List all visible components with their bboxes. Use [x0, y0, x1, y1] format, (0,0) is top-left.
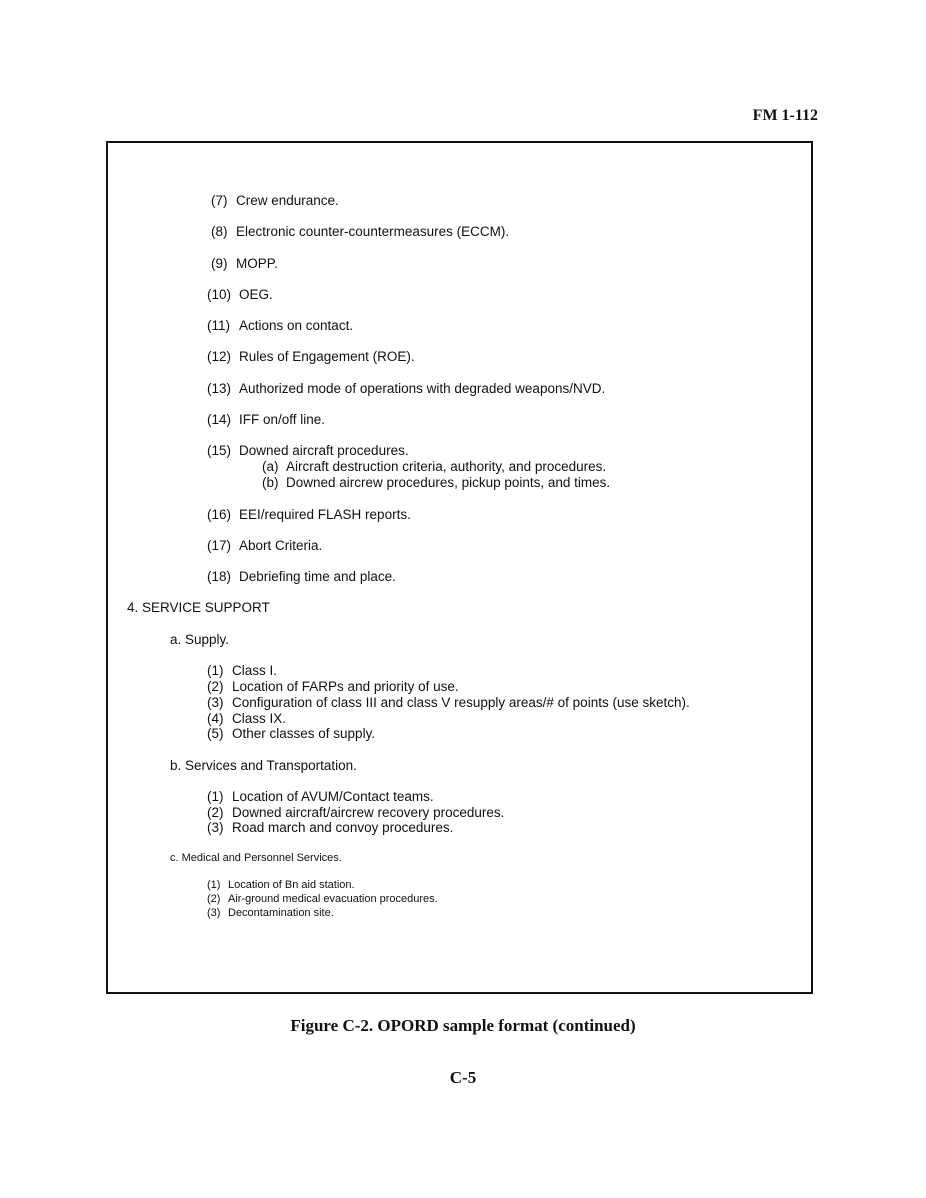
- subsection-heading-services: b. Services and Transportation.: [170, 758, 357, 773]
- item-number: (13): [207, 381, 232, 396]
- item-text: Debriefing time and place.: [239, 569, 396, 584]
- item-number: (2): [207, 893, 221, 905]
- item-text: IFF on/off line.: [239, 412, 326, 427]
- item-text: Decontamination site.: [228, 907, 334, 919]
- item-text: Downed aircraft procedures.: [239, 443, 409, 458]
- list-item: [207, 711, 286, 727]
- page-number: C-5: [449, 1068, 477, 1087]
- item-text: Abort Criteria.: [239, 538, 323, 553]
- list-item: [207, 443, 409, 459]
- item-number: (3): [207, 820, 224, 835]
- item-text: Aircraft destruction criteria, authority, and procedures.: [286, 459, 607, 474]
- list-item: [207, 820, 453, 836]
- item-number: (3): [207, 907, 221, 919]
- item-text: Crew endurance.: [236, 193, 339, 208]
- list-item: [207, 381, 605, 397]
- item-number: (2): [207, 679, 224, 694]
- item-number: (12): [207, 349, 232, 364]
- list-item: [207, 663, 277, 679]
- item-number: (9): [211, 256, 228, 271]
- item-text: MOPP.: [236, 256, 278, 271]
- item-text: Class I.: [232, 663, 278, 678]
- subsection-heading-medical: c. Medical and Personnel Services.: [170, 852, 342, 864]
- item-letter: (a): [262, 459, 279, 474]
- list-item: [207, 695, 690, 711]
- list-item: [207, 507, 411, 523]
- item-number: (4): [207, 711, 224, 726]
- item-text: Other classes of supply.: [232, 726, 376, 741]
- list-item: [207, 569, 396, 585]
- figure-caption: Figure C-2. OPORD sample format (continued): [290, 1016, 636, 1035]
- item-number: (5): [207, 726, 224, 741]
- list-item: [207, 906, 334, 920]
- item-number: (8): [211, 224, 228, 239]
- item-text: Location of FARPs and priority of use.: [232, 679, 459, 694]
- item-number: (1): [207, 663, 224, 678]
- item-number: (17): [207, 538, 232, 553]
- item-number: (7): [211, 193, 228, 208]
- item-letter: (b): [262, 475, 279, 490]
- list-item: [207, 892, 438, 906]
- item-number: (16): [207, 507, 232, 522]
- list-item: [207, 412, 325, 428]
- list-item: [207, 538, 322, 554]
- list-item: [207, 318, 353, 334]
- list-item: [211, 193, 339, 209]
- item-number: (11): [207, 318, 231, 333]
- item-text: EEI/required FLASH reports.: [239, 507, 411, 522]
- item-text: Electronic counter-countermeasures (ECCM).: [236, 224, 510, 239]
- list-item: [207, 287, 273, 303]
- document-id: FM 1-112: [752, 107, 818, 124]
- list-item: [207, 349, 415, 365]
- item-text: Downed aircraft/aircrew recovery procedures.: [232, 805, 505, 820]
- sub-list-item: [262, 475, 610, 491]
- list-item: [207, 805, 504, 821]
- list-item: [211, 256, 278, 272]
- item-number: (1): [207, 879, 221, 891]
- item-text: Class IX.: [232, 711, 287, 726]
- item-text: Location of Bn aid station.: [228, 879, 355, 891]
- item-text: OEG.: [239, 287, 273, 302]
- item-text: Rules of Engagement (ROE).: [239, 349, 415, 364]
- item-number: (10): [207, 287, 232, 302]
- item-number: (2): [207, 805, 224, 820]
- subsection-heading-supply: a. Supply.: [170, 632, 230, 647]
- list-item: [207, 726, 375, 742]
- item-text: Authorized mode of operations with degraded weapons/NVD.: [239, 381, 606, 396]
- item-text: Air-ground medical evacuation procedures.: [228, 893, 438, 905]
- item-text: Actions on contact.: [239, 318, 354, 333]
- item-number: (15): [207, 443, 232, 458]
- item-number: (3): [207, 695, 224, 710]
- item-number: (1): [207, 789, 224, 804]
- item-text: Road march and convoy procedures.: [232, 820, 454, 835]
- list-item: [207, 679, 459, 695]
- item-number: (18): [207, 569, 232, 584]
- list-item: [207, 789, 434, 805]
- section-heading: 4. SERVICE SUPPORT: [127, 600, 270, 615]
- item-number: (14): [207, 412, 232, 427]
- sub-list-item: [262, 459, 606, 475]
- item-text: Configuration of class III and class V resupply areas/# of points (use sketch).: [232, 695, 690, 710]
- list-item: [211, 224, 509, 240]
- list-item: [207, 878, 355, 892]
- item-text: Location of AVUM/Contact teams.: [232, 789, 434, 804]
- item-text: Downed aircrew procedures, pickup points, and times.: [286, 475, 611, 490]
